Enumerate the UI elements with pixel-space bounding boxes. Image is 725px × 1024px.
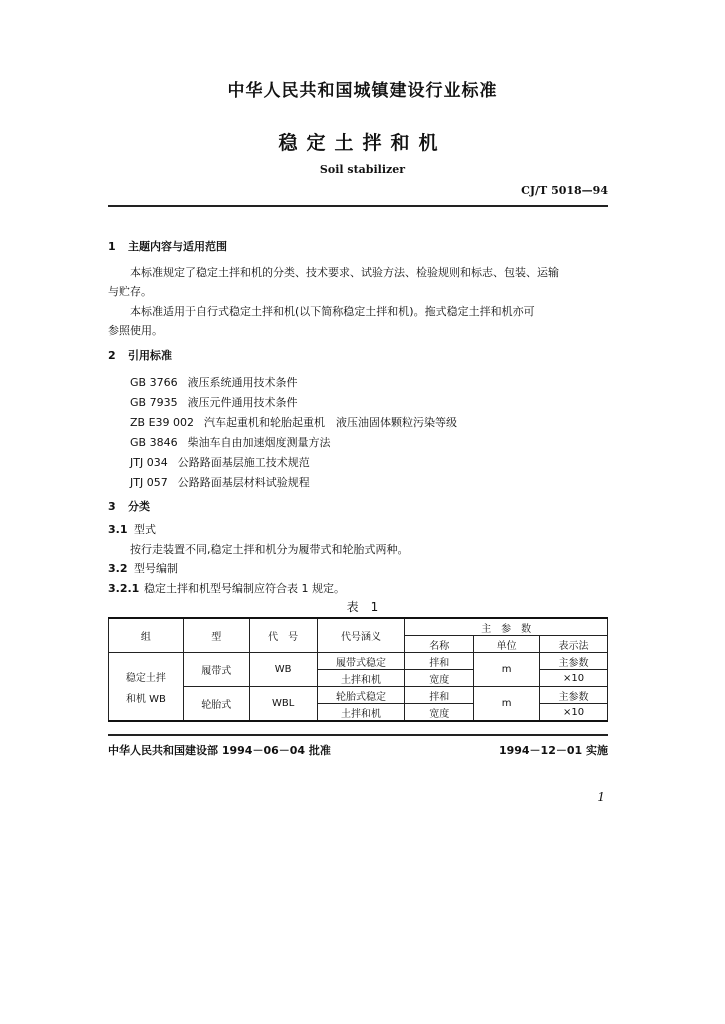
header-name: 名称	[405, 636, 474, 653]
paragraph-line: 参照使用。	[108, 324, 163, 337]
header-group: 组	[109, 618, 184, 653]
group-line: 和机 WB	[125, 693, 166, 705]
reference-item	[130, 434, 331, 450]
name-cell: 拌和	[405, 653, 474, 670]
section-number: 1	[108, 240, 116, 253]
page-number: 1	[597, 790, 605, 804]
unit-cell: m	[474, 687, 540, 722]
group-cell	[109, 653, 184, 722]
reference-item	[130, 474, 310, 490]
section-number: 2	[108, 349, 116, 362]
header-rule	[108, 205, 608, 207]
reference-item	[130, 454, 310, 470]
subsection-3-1-heading	[108, 521, 156, 537]
implementation-date: 1994－12－01 实施	[498, 744, 608, 757]
reference-title: 汽车起重机和轮胎起重机 液压油固体颗粒污染等级	[204, 416, 458, 429]
meaning-cell: 轮胎式稳定	[317, 687, 405, 704]
footer-rule	[108, 734, 608, 736]
reference-code: GB 3766	[130, 376, 178, 389]
reference-item	[130, 394, 298, 410]
name-cell: 宽度	[405, 704, 474, 722]
code-cell: WB	[249, 653, 317, 687]
name-cell: 拌和	[405, 687, 474, 704]
reference-code: ZB E39 002	[130, 416, 195, 429]
section-number: 3	[108, 500, 116, 513]
reference-code: GB 3846	[130, 436, 178, 449]
document-title: 稳定土拌和机	[278, 132, 447, 154]
paragraph-line: 本标准规定了稳定土拌和机的分类、技术要求、试验方法、检验规则和标志、包装、运输	[130, 266, 559, 279]
header-type: 型	[183, 618, 249, 653]
header-meaning: 代号涵义	[317, 618, 405, 653]
section-title: 引用标准	[128, 349, 172, 362]
table-row	[109, 653, 608, 670]
table-caption: 表 1	[346, 600, 379, 614]
section-2-heading	[108, 347, 172, 363]
clause-number: 3.2.1	[108, 582, 140, 595]
reference-code: JTJ 034	[130, 456, 168, 469]
meaning-cell: 土拌和机	[317, 670, 405, 687]
approval-info: 中华人民共和国建设部 1994－06－04 批准	[108, 744, 331, 757]
standard-code: CJ/T 5018—94	[521, 184, 608, 197]
notation-cell: 主参数	[540, 687, 608, 704]
model-code-table	[108, 617, 608, 722]
meaning-cell: 履带式稳定	[317, 653, 405, 670]
english-title: Soil stabilizer	[319, 163, 406, 176]
subsection-title: 型号编制	[134, 562, 178, 575]
reference-title: 公路路面基层材料试验规程	[177, 476, 310, 489]
reference-title: 柴油车自由加速烟度测量方法	[187, 436, 331, 449]
reference-title: 液压系统通用技术条件	[187, 376, 298, 389]
paragraph-line: 按行走装置不同,稳定土拌和机分为履带式和轮胎式两种。	[130, 543, 409, 556]
type-cell: 轮胎式	[183, 687, 249, 722]
section-title: 主题内容与适用范围	[128, 240, 227, 253]
section-3-heading	[108, 498, 150, 514]
notation-cell: 主参数	[540, 653, 608, 670]
header-notation: 表示法	[540, 636, 608, 653]
header-unit: 单位	[474, 636, 540, 653]
type-cell: 履带式	[183, 653, 249, 687]
paragraph-line: 本标准适用于自行式稳定土拌和机(以下简称稳定土拌和机)。拖式稳定土拌和机亦可	[130, 305, 535, 318]
standard-name: 中华人民共和国城镇建设行业标准	[227, 81, 498, 101]
reference-title: 液压元件通用技术条件	[187, 396, 298, 409]
reference-title: 公路路面基层施工技术规范	[177, 456, 310, 469]
subsection-number: 3.1	[108, 523, 128, 536]
reference-item	[130, 414, 457, 430]
group-line: 稳定土拌	[125, 672, 166, 684]
subsection-number: 3.2	[108, 562, 128, 575]
clause-text: 稳定土拌和机型号编制应符合表 1 规定。	[144, 582, 345, 595]
name-cell: 宽度	[405, 670, 474, 687]
paragraph-line: 与贮存。	[108, 285, 152, 298]
subsection-3-2-heading	[108, 560, 178, 576]
reference-code: JTJ 057	[130, 476, 168, 489]
clause-3-2-1	[108, 580, 345, 596]
section-title: 分类	[128, 500, 150, 513]
notation-cell: ×10	[540, 704, 608, 722]
reference-item	[130, 374, 298, 390]
header-main-params: 主 参 数	[405, 618, 608, 636]
meaning-cell: 土拌和机	[317, 704, 405, 722]
section-1-heading	[108, 238, 227, 254]
unit-cell: m	[474, 653, 540, 687]
table-row	[109, 687, 608, 704]
header-code: 代 号	[249, 618, 317, 653]
reference-code: GB 7935	[130, 396, 178, 409]
subsection-title: 型式	[134, 523, 156, 536]
notation-cell: ×10	[540, 670, 608, 687]
code-cell: WBL	[249, 687, 317, 722]
